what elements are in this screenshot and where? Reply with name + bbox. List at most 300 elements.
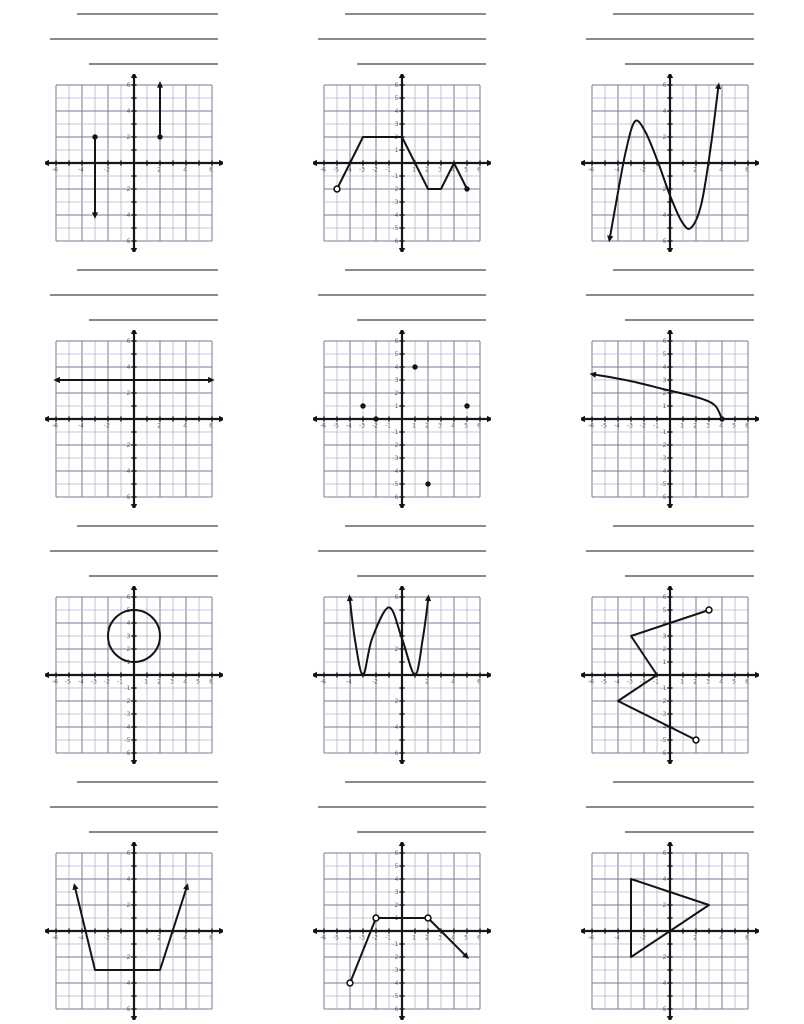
arrowhead bbox=[399, 1016, 405, 1020]
y-tick-label: 4 bbox=[394, 364, 399, 372]
answer-line bbox=[625, 831, 754, 833]
x-tick-label: 2 bbox=[693, 166, 697, 174]
closed-point bbox=[464, 186, 469, 191]
answer-lines bbox=[586, 13, 754, 65]
y-tick-label: -3 bbox=[124, 711, 131, 719]
x-tick-label: 4 bbox=[183, 678, 187, 686]
y-tick-label: -4 bbox=[392, 212, 399, 220]
arrowhead bbox=[219, 672, 223, 678]
x-tick-label: -4 bbox=[346, 934, 352, 942]
arrowhead bbox=[313, 160, 317, 166]
answer-line bbox=[77, 525, 218, 527]
graph-10 bbox=[45, 842, 223, 1020]
answer-line bbox=[613, 525, 754, 527]
x-tick-label: -6 bbox=[588, 166, 594, 174]
x-tick-label: 4 bbox=[719, 166, 723, 174]
y-tick-label: 2 bbox=[394, 134, 399, 142]
y-tick-label: 4 bbox=[662, 620, 667, 628]
y-tick-label: 2 bbox=[394, 902, 399, 910]
x-tick-label: 6 bbox=[477, 166, 481, 174]
answer-lines bbox=[318, 269, 486, 321]
y-tick-label: 2 bbox=[662, 646, 667, 654]
answer-lines bbox=[318, 13, 486, 65]
x-tick-label: -4 bbox=[78, 934, 84, 942]
y-tick-label: 2 bbox=[126, 902, 131, 910]
axes bbox=[45, 586, 223, 764]
y-tick-label: -1 bbox=[392, 429, 399, 437]
arrowhead bbox=[667, 74, 673, 78]
x-tick-label: -2 bbox=[372, 166, 378, 174]
y-tick-label: -6 bbox=[660, 750, 667, 758]
x-tick-label: 4 bbox=[183, 166, 187, 174]
arrowhead bbox=[581, 416, 585, 422]
x-tick-label: -2 bbox=[104, 166, 110, 174]
axes bbox=[581, 586, 759, 764]
y-tick-label: 4 bbox=[662, 364, 667, 372]
arrowhead bbox=[208, 377, 215, 383]
y-tick-label: 5 bbox=[662, 607, 667, 615]
closed-point bbox=[464, 403, 469, 408]
answer-line bbox=[613, 13, 754, 15]
x-tick-label: -1 bbox=[385, 166, 391, 174]
x-tick-label: -5 bbox=[333, 934, 339, 942]
y-tick-label: 5 bbox=[126, 607, 131, 615]
y-tick-label: -5 bbox=[124, 737, 131, 745]
answer-line bbox=[357, 575, 486, 577]
y-tick-label: -2 bbox=[392, 954, 399, 962]
worksheet-cell-11 bbox=[268, 768, 536, 1024]
x-tick-label: -2 bbox=[104, 678, 110, 686]
arrowhead bbox=[487, 672, 491, 678]
x-tick-label: 1 bbox=[680, 422, 684, 430]
graph-7 bbox=[45, 586, 223, 764]
x-tick-label: -2 bbox=[104, 422, 110, 430]
answer-lines bbox=[50, 13, 218, 65]
arrowhead bbox=[45, 928, 49, 934]
y-tick-label: -1 bbox=[392, 173, 399, 181]
answer-line bbox=[50, 294, 218, 296]
x-tick-label: 4 bbox=[183, 422, 187, 430]
arrowhead bbox=[131, 586, 137, 590]
arrowhead bbox=[219, 416, 223, 422]
worksheet-cell-7 bbox=[0, 512, 268, 768]
arrowhead bbox=[399, 248, 405, 252]
x-tick-label: 4 bbox=[451, 422, 455, 430]
y-tick-label: -6 bbox=[660, 1006, 667, 1014]
arrowhead bbox=[399, 760, 405, 764]
x-tick-label: 4 bbox=[451, 678, 455, 686]
arrowhead bbox=[715, 82, 721, 89]
answer-line bbox=[357, 63, 486, 65]
worksheet-cell-8 bbox=[268, 512, 536, 768]
x-tick-label: 6 bbox=[745, 166, 749, 174]
x-tick-label: -4 bbox=[614, 166, 620, 174]
x-tick-label: 5 bbox=[464, 166, 468, 174]
x-tick-label: 6 bbox=[745, 934, 749, 942]
x-tick-label: -6 bbox=[52, 422, 58, 430]
graph-9 bbox=[581, 586, 759, 764]
closed-point bbox=[360, 403, 365, 408]
worksheet-cell-10 bbox=[0, 768, 268, 1024]
open-point bbox=[706, 607, 712, 613]
x-tick-label: -1 bbox=[653, 422, 659, 430]
graph-11 bbox=[313, 842, 491, 1020]
arrowhead bbox=[487, 160, 491, 166]
x-tick-label: 1 bbox=[680, 678, 684, 686]
arrowhead bbox=[45, 672, 49, 678]
x-tick-label: -4 bbox=[346, 166, 352, 174]
arrowhead bbox=[399, 586, 405, 590]
y-tick-label: 6 bbox=[394, 594, 399, 602]
y-tick-label: -3 bbox=[392, 455, 399, 463]
x-tick-label: -6 bbox=[588, 422, 594, 430]
x-tick-label: 4 bbox=[451, 934, 455, 942]
arrowhead bbox=[487, 928, 491, 934]
arrowhead bbox=[589, 372, 596, 378]
y-tick-label: 3 bbox=[394, 121, 399, 129]
answer-line bbox=[50, 806, 218, 808]
worksheet-cell-5 bbox=[268, 256, 536, 512]
y-tick-label: 6 bbox=[662, 338, 667, 346]
answer-line bbox=[89, 831, 218, 833]
x-tick-label: -4 bbox=[614, 934, 620, 942]
arrowhead bbox=[667, 504, 673, 508]
y-tick-label: 6 bbox=[662, 594, 667, 602]
x-tick-label: -5 bbox=[601, 678, 607, 686]
answer-line bbox=[77, 13, 218, 15]
y-tick-label: 6 bbox=[126, 82, 131, 90]
arrowhead bbox=[131, 1016, 137, 1020]
worksheet-cell-12 bbox=[536, 768, 804, 1024]
y-tick-label: 5 bbox=[394, 351, 399, 359]
arrowhead bbox=[755, 160, 759, 166]
y-tick-label: -1 bbox=[660, 685, 667, 693]
arrowhead bbox=[425, 594, 431, 601]
answer-lines bbox=[586, 269, 754, 321]
arrowhead bbox=[45, 160, 49, 166]
x-tick-label: -5 bbox=[601, 422, 607, 430]
arrowhead bbox=[131, 760, 137, 764]
y-tick-label: -4 bbox=[392, 724, 399, 732]
graph-5 bbox=[313, 330, 491, 508]
worksheet-cell-1 bbox=[0, 0, 268, 256]
y-tick-label: 6 bbox=[394, 338, 399, 346]
arrowhead bbox=[313, 928, 317, 934]
x-tick-label: 1 bbox=[412, 422, 416, 430]
x-tick-label: 5 bbox=[464, 422, 468, 430]
y-tick-label: 1 bbox=[394, 915, 399, 923]
y-tick-label: 4 bbox=[662, 108, 667, 116]
x-tick-label: 4 bbox=[719, 422, 723, 430]
y-tick-label: 3 bbox=[662, 633, 667, 641]
y-tick-label: -6 bbox=[660, 238, 667, 246]
y-tick-label: -2 bbox=[392, 186, 399, 194]
x-tick-label: -3 bbox=[359, 422, 365, 430]
x-tick-label: -2 bbox=[372, 934, 378, 942]
y-tick-label: -3 bbox=[392, 199, 399, 207]
x-tick-label: -3 bbox=[91, 678, 97, 686]
x-tick-label: 3 bbox=[706, 422, 710, 430]
arrowhead bbox=[755, 416, 759, 422]
x-tick-label: -6 bbox=[52, 166, 58, 174]
plot-line bbox=[76, 889, 187, 970]
arrowhead bbox=[45, 416, 49, 422]
y-tick-label: 1 bbox=[126, 659, 131, 667]
answer-line bbox=[345, 525, 486, 527]
x-tick-label: -6 bbox=[320, 934, 326, 942]
arrowhead bbox=[581, 928, 585, 934]
x-tick-label: -6 bbox=[52, 934, 58, 942]
closed-point bbox=[373, 416, 378, 421]
arrowhead bbox=[581, 160, 585, 166]
arrowhead bbox=[399, 842, 405, 846]
x-tick-label: -3 bbox=[627, 678, 633, 686]
x-tick-label: -2 bbox=[640, 166, 646, 174]
y-tick-label: -6 bbox=[392, 494, 399, 502]
x-tick-label: -3 bbox=[359, 934, 365, 942]
answer-line bbox=[89, 63, 218, 65]
axes bbox=[45, 842, 223, 1020]
graph-1 bbox=[45, 74, 223, 252]
y-tick-label: 2 bbox=[394, 390, 399, 398]
y-tick-label: -5 bbox=[392, 481, 399, 489]
y-tick-label: 4 bbox=[126, 876, 131, 884]
y-tick-label: -6 bbox=[124, 494, 131, 502]
arrowhead bbox=[487, 416, 491, 422]
y-tick-label: 4 bbox=[126, 108, 131, 116]
arrowhead bbox=[581, 672, 585, 678]
x-tick-label: -6 bbox=[320, 422, 326, 430]
y-tick-label: 4 bbox=[126, 364, 131, 372]
y-tick-label: -4 bbox=[660, 724, 667, 732]
graph-8 bbox=[313, 586, 491, 764]
arrowhead bbox=[667, 586, 673, 590]
answer-lines bbox=[318, 525, 486, 577]
x-tick-label: 2 bbox=[425, 422, 429, 430]
y-tick-label: 6 bbox=[126, 338, 131, 346]
answer-line bbox=[345, 269, 486, 271]
x-tick-label: -4 bbox=[78, 678, 84, 686]
y-tick-label: -6 bbox=[124, 238, 131, 246]
y-tick-label: -6 bbox=[124, 1006, 131, 1014]
x-tick-label: -2 bbox=[372, 422, 378, 430]
x-tick-label: -1 bbox=[653, 678, 659, 686]
y-tick-label: 5 bbox=[662, 351, 667, 359]
x-tick-label: 3 bbox=[706, 678, 710, 686]
graph-12 bbox=[581, 842, 759, 1020]
answer-line bbox=[625, 63, 754, 65]
x-tick-label: 2 bbox=[425, 678, 429, 686]
arrowhead bbox=[157, 81, 163, 88]
x-tick-label: -2 bbox=[372, 678, 378, 686]
x-tick-label: 6 bbox=[477, 678, 481, 686]
y-tick-label: 4 bbox=[126, 620, 131, 628]
answer-line bbox=[50, 38, 218, 40]
x-tick-label: -5 bbox=[65, 678, 71, 686]
arrowhead bbox=[755, 672, 759, 678]
x-tick-label: 2 bbox=[693, 422, 697, 430]
x-tick-label: 1 bbox=[412, 166, 416, 174]
x-tick-label: -3 bbox=[359, 166, 365, 174]
answer-line bbox=[586, 294, 754, 296]
worksheet-cell-2 bbox=[268, 0, 536, 256]
open-point bbox=[425, 915, 431, 921]
answer-line bbox=[318, 550, 486, 552]
closed-point bbox=[157, 134, 162, 139]
answer-lines bbox=[586, 781, 754, 833]
y-tick-label: -2 bbox=[660, 698, 667, 706]
x-tick-label: 2 bbox=[157, 934, 161, 942]
y-tick-label: -3 bbox=[392, 967, 399, 975]
y-tick-label: -2 bbox=[124, 954, 131, 962]
x-tick-label: 4 bbox=[451, 166, 455, 174]
y-tick-label: 6 bbox=[662, 850, 667, 858]
x-tick-label: 2 bbox=[693, 678, 697, 686]
worksheet-cell-6 bbox=[536, 256, 804, 512]
x-tick-label: 1 bbox=[144, 678, 148, 686]
x-tick-label: -5 bbox=[333, 422, 339, 430]
x-tick-label: -4 bbox=[78, 422, 84, 430]
y-tick-label: -4 bbox=[660, 212, 667, 220]
x-tick-label: -1 bbox=[117, 678, 123, 686]
x-tick-label: 4 bbox=[719, 678, 723, 686]
x-tick-label: 6 bbox=[209, 166, 213, 174]
answer-line bbox=[586, 38, 754, 40]
x-tick-label: -6 bbox=[320, 678, 326, 686]
y-tick-label: 2 bbox=[662, 134, 667, 142]
open-point bbox=[334, 186, 340, 192]
answer-lines bbox=[50, 781, 218, 833]
x-tick-label: -6 bbox=[588, 934, 594, 942]
y-tick-label: 2 bbox=[126, 390, 131, 398]
y-tick-label: 1 bbox=[662, 403, 667, 411]
plot-curve bbox=[596, 375, 722, 419]
x-tick-label: 4 bbox=[183, 934, 187, 942]
y-tick-label: -2 bbox=[392, 442, 399, 450]
y-tick-label: -3 bbox=[660, 711, 667, 719]
x-tick-label: 6 bbox=[209, 422, 213, 430]
y-tick-label: 5 bbox=[394, 95, 399, 103]
closed-point bbox=[719, 416, 724, 421]
x-tick-label: 3 bbox=[170, 678, 174, 686]
x-tick-label: -4 bbox=[614, 422, 620, 430]
y-tick-label: 1 bbox=[394, 403, 399, 411]
y-tick-label: 4 bbox=[394, 620, 399, 628]
worksheet-cell-9 bbox=[536, 512, 804, 768]
arrowhead bbox=[219, 160, 223, 166]
x-tick-label: 2 bbox=[157, 166, 161, 174]
y-tick-label: -3 bbox=[660, 455, 667, 463]
y-tick-label: -4 bbox=[124, 724, 131, 732]
x-tick-label: 6 bbox=[745, 678, 749, 686]
y-tick-label: 3 bbox=[394, 889, 399, 897]
answer-line bbox=[625, 575, 754, 577]
y-tick-label: 6 bbox=[394, 850, 399, 858]
y-tick-label: -1 bbox=[660, 429, 667, 437]
arrowhead bbox=[53, 377, 60, 383]
x-tick-label: -2 bbox=[640, 678, 646, 686]
answer-line bbox=[357, 319, 486, 321]
y-tick-label: 3 bbox=[126, 633, 131, 641]
x-tick-label: -2 bbox=[640, 422, 646, 430]
x-tick-label: -5 bbox=[333, 166, 339, 174]
y-tick-label: 2 bbox=[126, 646, 131, 654]
y-tick-label: -4 bbox=[660, 468, 667, 476]
x-tick-label: -4 bbox=[78, 166, 84, 174]
arrowhead bbox=[399, 74, 405, 78]
graph-3 bbox=[581, 74, 759, 252]
arrowhead bbox=[131, 330, 137, 334]
closed-point bbox=[92, 134, 97, 139]
x-tick-label: -3 bbox=[627, 422, 633, 430]
axes bbox=[313, 842, 491, 1020]
y-tick-label: -2 bbox=[660, 954, 667, 962]
y-tick-label: -6 bbox=[660, 494, 667, 502]
worksheet-cell-4 bbox=[0, 256, 268, 512]
y-tick-label: -4 bbox=[660, 980, 667, 988]
x-tick-label: -6 bbox=[588, 678, 594, 686]
x-tick-label: 6 bbox=[477, 422, 481, 430]
y-tick-label: -4 bbox=[124, 980, 131, 988]
axes bbox=[581, 330, 759, 508]
arrowhead bbox=[219, 928, 223, 934]
answer-line bbox=[318, 38, 486, 40]
axes bbox=[581, 74, 759, 252]
y-tick-label: 1 bbox=[394, 147, 399, 155]
axes bbox=[45, 330, 223, 508]
x-tick-label: 5 bbox=[732, 678, 736, 686]
x-tick-label: 6 bbox=[209, 934, 213, 942]
answer-line bbox=[89, 319, 218, 321]
y-tick-label: 5 bbox=[394, 863, 399, 871]
x-tick-label: -6 bbox=[52, 678, 58, 686]
answer-line bbox=[318, 294, 486, 296]
x-tick-label: 2 bbox=[157, 422, 161, 430]
answer-line bbox=[586, 806, 754, 808]
graph-4 bbox=[45, 330, 223, 508]
answer-line bbox=[586, 550, 754, 552]
y-tick-label: -2 bbox=[124, 186, 131, 194]
arrowhead bbox=[399, 330, 405, 334]
x-tick-label: -1 bbox=[385, 422, 391, 430]
y-tick-label: -5 bbox=[660, 737, 667, 745]
x-tick-label: -2 bbox=[104, 934, 110, 942]
axes bbox=[45, 74, 223, 252]
y-tick-label: -2 bbox=[124, 442, 131, 450]
arrowhead bbox=[313, 672, 317, 678]
y-tick-label: -4 bbox=[124, 212, 131, 220]
y-tick-label: 2 bbox=[662, 390, 667, 398]
open-point bbox=[693, 737, 699, 743]
y-tick-label: -5 bbox=[392, 993, 399, 1001]
x-tick-label: 6 bbox=[745, 422, 749, 430]
closed-point bbox=[425, 481, 430, 486]
y-tick-label: 6 bbox=[126, 850, 131, 858]
axes bbox=[313, 330, 491, 508]
y-tick-label: 4 bbox=[662, 876, 667, 884]
plot-line bbox=[350, 918, 464, 983]
answer-line bbox=[357, 831, 486, 833]
arrowhead bbox=[667, 248, 673, 252]
y-tick-label: 2 bbox=[394, 646, 399, 654]
x-tick-label: 3 bbox=[438, 934, 442, 942]
answer-line bbox=[89, 575, 218, 577]
x-tick-label: 5 bbox=[464, 934, 468, 942]
x-tick-label: 3 bbox=[438, 166, 442, 174]
y-tick-label: 2 bbox=[662, 902, 667, 910]
y-tick-label: -5 bbox=[660, 481, 667, 489]
x-tick-label: -4 bbox=[346, 678, 352, 686]
